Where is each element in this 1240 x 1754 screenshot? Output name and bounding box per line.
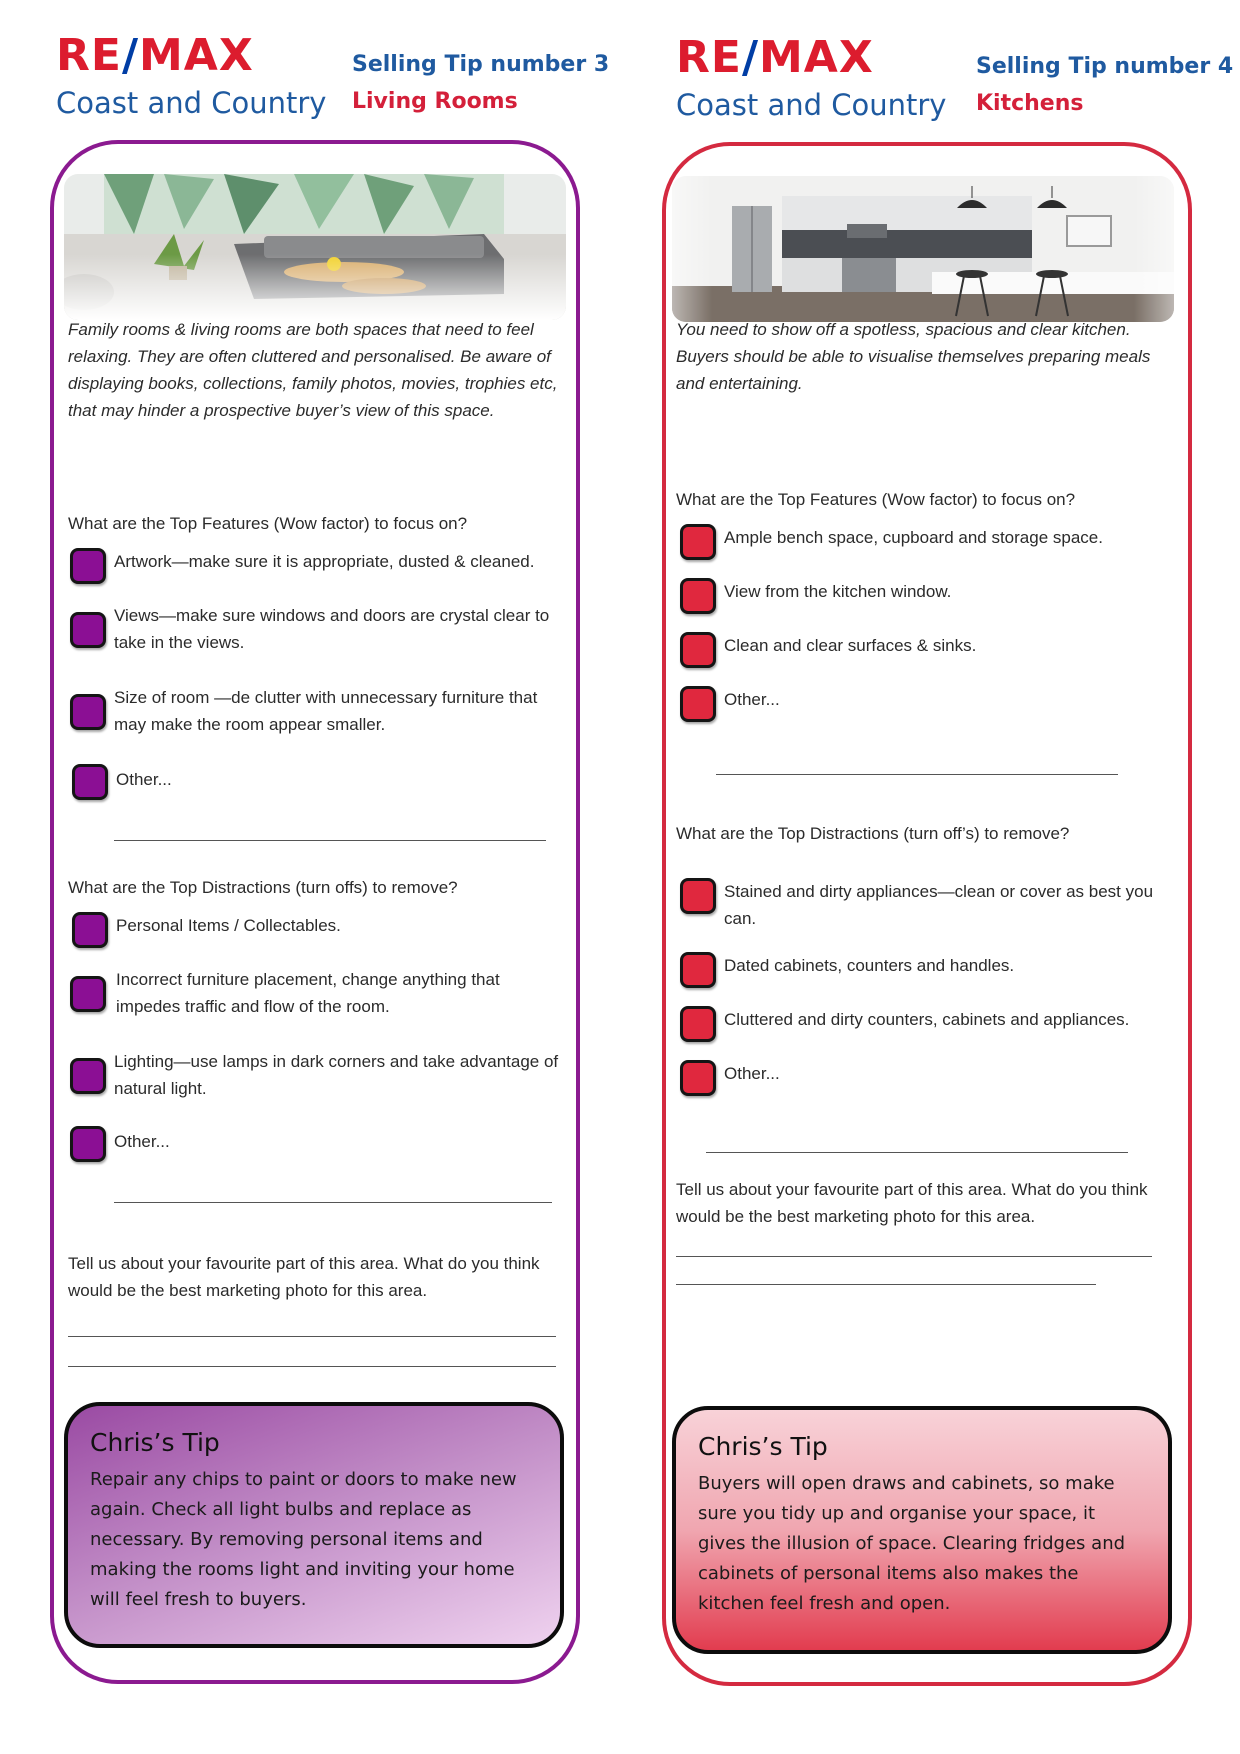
distraction-checkbox[interactable] — [70, 1058, 106, 1094]
distraction-checkbox[interactable] — [70, 976, 106, 1012]
answer-line[interactable] — [676, 1256, 1152, 1257]
feature-item — [680, 686, 1180, 740]
living-room-illustration — [64, 174, 566, 320]
feature-item — [70, 764, 570, 818]
features-question: What are the Top Features (Wow factor) to focus on? — [68, 514, 468, 533]
tip-title: Chris’s Tip — [90, 1428, 220, 1457]
chris-tip-box — [64, 1402, 564, 1648]
answer-line[interactable] — [716, 774, 1118, 775]
feature-checkbox[interactable] — [680, 524, 716, 560]
distraction-item — [680, 1006, 1180, 1060]
feature-label: Views—make sure windows and doors are crystal clear to take in the views. — [114, 606, 550, 652]
tip-body: Repair any chips to paint or doors to make new again. Check all light bulbs and replace as necessary. By removing personal items and making the rooms light and inviting your home will feel fresh to buyers. — [90, 1469, 517, 1610]
answer-line[interactable] — [114, 840, 546, 841]
distraction-label: Dated cabinets, counters and handles. — [724, 956, 1015, 975]
feature-item — [70, 548, 570, 602]
answer-line[interactable] — [706, 1152, 1128, 1153]
remax-logo — [56, 30, 336, 120]
answer-line[interactable] — [68, 1366, 556, 1367]
favourite-question: Tell us about your favourite part of this area. What do you think would be the best marketing photo for this area. — [676, 1180, 1148, 1226]
feature-checkbox[interactable] — [680, 578, 716, 614]
logo-re: RE — [56, 30, 122, 81]
feature-item — [680, 524, 1180, 578]
distraction-item — [70, 1126, 570, 1180]
feature-label: Ample bench space, cupboard and storage space. — [724, 528, 1103, 547]
distraction-item — [70, 966, 570, 1020]
distraction-label: Other... — [724, 1064, 780, 1083]
feature-label: Other... — [116, 770, 172, 789]
logo-slash: / — [741, 32, 760, 83]
distraction-checkbox[interactable] — [70, 1126, 106, 1162]
favourite-question: Tell us about your favourite part of this area. What do you think would be the best marketing photo for this area. — [68, 1254, 540, 1300]
tip-topic: Kitchens — [976, 91, 1084, 116]
tip-number: Selling Tip number 3 — [352, 52, 610, 77]
features-question: What are the Top Features (Wow factor) to focus on? — [676, 490, 1076, 509]
tip-number: Selling Tip number 4 — [976, 54, 1234, 79]
feature-checkbox[interactable] — [70, 694, 106, 730]
distraction-item — [680, 1060, 1180, 1114]
office-name: Coast and Country — [56, 86, 327, 120]
distractions-question: What are the Top Distractions (turn off’s) to remove? — [676, 824, 1070, 843]
chris-tip-box — [672, 1406, 1172, 1654]
feature-label: Other... — [724, 690, 780, 709]
distraction-label: Cluttered and dirty counters, cabinets and appliances. — [724, 1010, 1130, 1029]
feature-checkbox[interactable] — [680, 632, 716, 668]
distraction-checkbox[interactable] — [680, 1060, 716, 1096]
tip-title: Chris’s Tip — [698, 1432, 828, 1461]
feature-checkbox[interactable] — [72, 764, 108, 800]
office-name: Coast and Country — [676, 88, 947, 122]
logo-re: RE — [676, 32, 742, 83]
distraction-checkbox[interactable] — [72, 912, 108, 948]
living-room-photo — [64, 174, 566, 320]
distraction-item — [70, 1048, 570, 1102]
distraction-item — [680, 878, 1180, 932]
answer-line[interactable] — [114, 1202, 552, 1203]
remax-logo — [676, 32, 956, 122]
feature-checkbox[interactable] — [680, 686, 716, 722]
answer-line[interactable] — [676, 1284, 1096, 1285]
distraction-checkbox[interactable] — [680, 1006, 716, 1042]
distraction-label: Incorrect furniture placement, change anything that impedes traffic and flow of the room. — [116, 970, 500, 1016]
kitchen-photo — [672, 176, 1174, 322]
intro-text: You need to show off a spotless, spacious and clear kitchen. Buyers should be able to visualise themselves preparing meals and entertaining. — [676, 320, 1151, 393]
distraction-label: Personal Items / Collectables. — [116, 916, 341, 935]
distractions-question: What are the Top Distractions (turn offs) to remove? — [68, 878, 458, 897]
distraction-label: Lighting—use lamps in dark corners and take advantage of natural light. — [114, 1052, 559, 1098]
distraction-label: Other... — [114, 1132, 170, 1151]
feature-label: Artwork—make sure it is appropriate, dusted & cleaned. — [114, 552, 535, 571]
distraction-label: Stained and dirty appliances—clean or cover as best you can. — [724, 882, 1154, 928]
distraction-checkbox[interactable] — [680, 878, 716, 914]
feature-label: View from the kitchen window. — [724, 582, 952, 601]
feature-item — [70, 602, 570, 656]
feature-checkbox[interactable] — [70, 548, 106, 584]
feature-checkbox[interactable] — [70, 612, 106, 648]
answer-line[interactable] — [68, 1336, 556, 1337]
logo-max: MAX — [139, 30, 254, 81]
intro-text: Family rooms & living rooms are both spaces that need to feel relaxing. They are often cluttered and personalised. Be aware of displaying books, collections, family photos, movies, trophies etc, that may hinder a prospective buyer’s view of this space. — [68, 320, 558, 420]
logo-slash: / — [121, 30, 140, 81]
tip-body: Buyers will open draws and cabinets, so make sure you tidy up and organise your space, it gives the illusion of space. Clearing fridges and cabinets of personal items also makes the kitchen feel fresh and open. — [698, 1473, 1126, 1614]
feature-label: Clean and clear surfaces & sinks. — [724, 636, 977, 655]
tip-topic: Living Rooms — [352, 89, 518, 114]
feature-item — [680, 632, 1180, 686]
kitchens-card — [620, 0, 1240, 1754]
distraction-item — [70, 912, 570, 966]
feature-item — [680, 578, 1180, 632]
feature-label: Size of room —de clutter with unnecessary furniture that may make the room appear smaller. — [114, 688, 538, 734]
distraction-item — [680, 952, 1180, 1006]
kitchen-illustration — [672, 176, 1174, 322]
logo-max: MAX — [759, 32, 874, 83]
feature-item — [70, 684, 570, 738]
distraction-checkbox[interactable] — [680, 952, 716, 988]
